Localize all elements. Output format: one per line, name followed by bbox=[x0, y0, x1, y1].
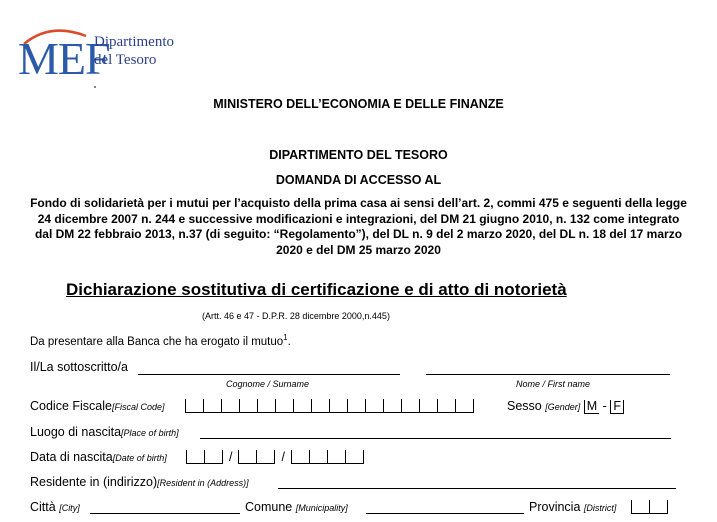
municipality-hint: [Municipality] bbox=[295, 503, 348, 513]
fiscal-code-box[interactable] bbox=[221, 399, 239, 413]
residence-row bbox=[30, 475, 249, 489]
sex-m-box[interactable]: M bbox=[584, 400, 599, 414]
fiscal-code-boxes[interactable] bbox=[185, 399, 474, 413]
present-to-label: Da presentare alla Banca che ha erogato il mutuo bbox=[30, 335, 284, 348]
fiscal-code-box[interactable] bbox=[437, 399, 455, 413]
fiscal-code-box[interactable] bbox=[239, 399, 257, 413]
birthplace-label: Luogo di nascita bbox=[30, 425, 122, 439]
sex-row bbox=[507, 399, 624, 414]
footnote-marker: 1 bbox=[283, 333, 288, 342]
logo-line-2: del Tesoro bbox=[94, 52, 157, 68]
municipality-field[interactable] bbox=[366, 512, 524, 514]
divider-dot bbox=[94, 86, 96, 88]
fiscal-code-box[interactable] bbox=[347, 399, 365, 413]
birthdate-label: Data di nascita bbox=[30, 450, 113, 464]
department-heading: DIPARTIMENTO DEL TESORO bbox=[269, 148, 448, 162]
undersigned-label: Il/La sottoscritto/a bbox=[30, 360, 128, 374]
birthplace-field[interactable] bbox=[200, 437, 671, 439]
birthplace-row bbox=[30, 425, 179, 439]
city-hint: [City] bbox=[59, 503, 80, 513]
declaration-reference: (Artt. 46 e 47 - D.P.R. 28 dicembre 2000,n.445) bbox=[202, 311, 390, 321]
fiscal-code-box[interactable] bbox=[185, 399, 203, 413]
sex-hint: [Gender] bbox=[545, 402, 581, 412]
sex-label: Sesso bbox=[507, 399, 542, 413]
name-field[interactable] bbox=[426, 373, 670, 375]
municipality-row bbox=[245, 500, 348, 514]
logo-abbr: MEF bbox=[18, 33, 110, 84]
surname-field[interactable] bbox=[138, 373, 400, 375]
fiscal-code-row bbox=[30, 399, 165, 413]
birthdate-month[interactable] bbox=[238, 450, 275, 464]
sex-f-box[interactable]: F bbox=[610, 400, 624, 414]
sex-separator: - bbox=[602, 399, 607, 413]
city-label: Città bbox=[30, 500, 56, 514]
mef-logo bbox=[18, 26, 188, 86]
name-caption: Nome / First name bbox=[516, 379, 591, 389]
fiscal-code-box[interactable] bbox=[455, 399, 474, 413]
fiscal-code-box[interactable] bbox=[203, 399, 221, 413]
province-box[interactable] bbox=[631, 500, 649, 514]
fiscal-code-hint: [Fiscal Code] bbox=[111, 402, 165, 412]
present-to-text: Da presentare alla Banca che ha erogato il mutuo$^1$. bbox=[30, 333, 291, 348]
date-separator: / bbox=[229, 450, 233, 464]
birthdate-day[interactable] bbox=[186, 450, 223, 464]
fiscal-code-box[interactable] bbox=[311, 399, 329, 413]
province-row bbox=[529, 500, 616, 514]
fiscal-code-box[interactable] bbox=[383, 399, 401, 413]
residence-label: Residente in (indirizzo) bbox=[30, 475, 158, 489]
birthplace-hint: [Place of birth] bbox=[121, 428, 179, 438]
province-boxes[interactable] bbox=[631, 500, 668, 514]
ministry-heading: MINISTERO DELL’ECONOMIA E DELLE FINANZE bbox=[213, 97, 504, 111]
fiscal-code-box[interactable] bbox=[365, 399, 383, 413]
birthdate-row bbox=[30, 450, 167, 464]
logo-line-1: Dipartimento bbox=[94, 34, 174, 50]
fiscal-code-box[interactable] bbox=[401, 399, 419, 413]
fiscal-code-label: Codice Fiscale bbox=[30, 399, 112, 413]
fiscal-code-box[interactable] bbox=[293, 399, 311, 413]
birthdate-year[interactable] bbox=[291, 450, 364, 464]
city-field[interactable] bbox=[90, 512, 240, 514]
province-hint: [District] bbox=[583, 503, 617, 513]
fiscal-code-box[interactable] bbox=[329, 399, 347, 413]
province-label: Provincia bbox=[529, 500, 581, 514]
declaration-title: Dichiarazione sostitutiva di certificazione e di atto di notorietà bbox=[66, 280, 567, 299]
surname-caption: Cognome / Surname bbox=[226, 379, 310, 389]
fund-description: Fondo di solidarietà per i mutui per l’acquisto della prima casa ai sensi dell’art. 2, commi 475 e seguenti della legge 24 dicembre 2007 n. 244 e successive modificazioni e integrazioni, del DM 21 giugno 2010, n. 132 come integrato dal DM 22 febbraio 2013, n.37 (di seguito: “Regolamento”), del DL n. 9 del 2 marzo 2020, del DL n. 18 del 17 marzo 2020 e del DM 25 marzo 2020 bbox=[30, 196, 687, 257]
residence-hint: [Resident in (Address)] bbox=[157, 478, 249, 488]
fiscal-code-box[interactable] bbox=[257, 399, 275, 413]
residence-field[interactable] bbox=[278, 487, 676, 489]
birthdate-boxes[interactable] bbox=[186, 450, 364, 464]
birthdate-hint: [Date of birth] bbox=[112, 453, 167, 463]
request-heading: DOMANDA DI ACCESSO AL bbox=[275, 173, 442, 187]
fiscal-code-box[interactable] bbox=[275, 399, 293, 413]
city-row bbox=[30, 500, 80, 514]
province-box[interactable] bbox=[649, 500, 668, 514]
date-separator: / bbox=[281, 450, 285, 464]
municipality-label: Comune bbox=[245, 500, 293, 514]
fiscal-code-box[interactable] bbox=[419, 399, 437, 413]
